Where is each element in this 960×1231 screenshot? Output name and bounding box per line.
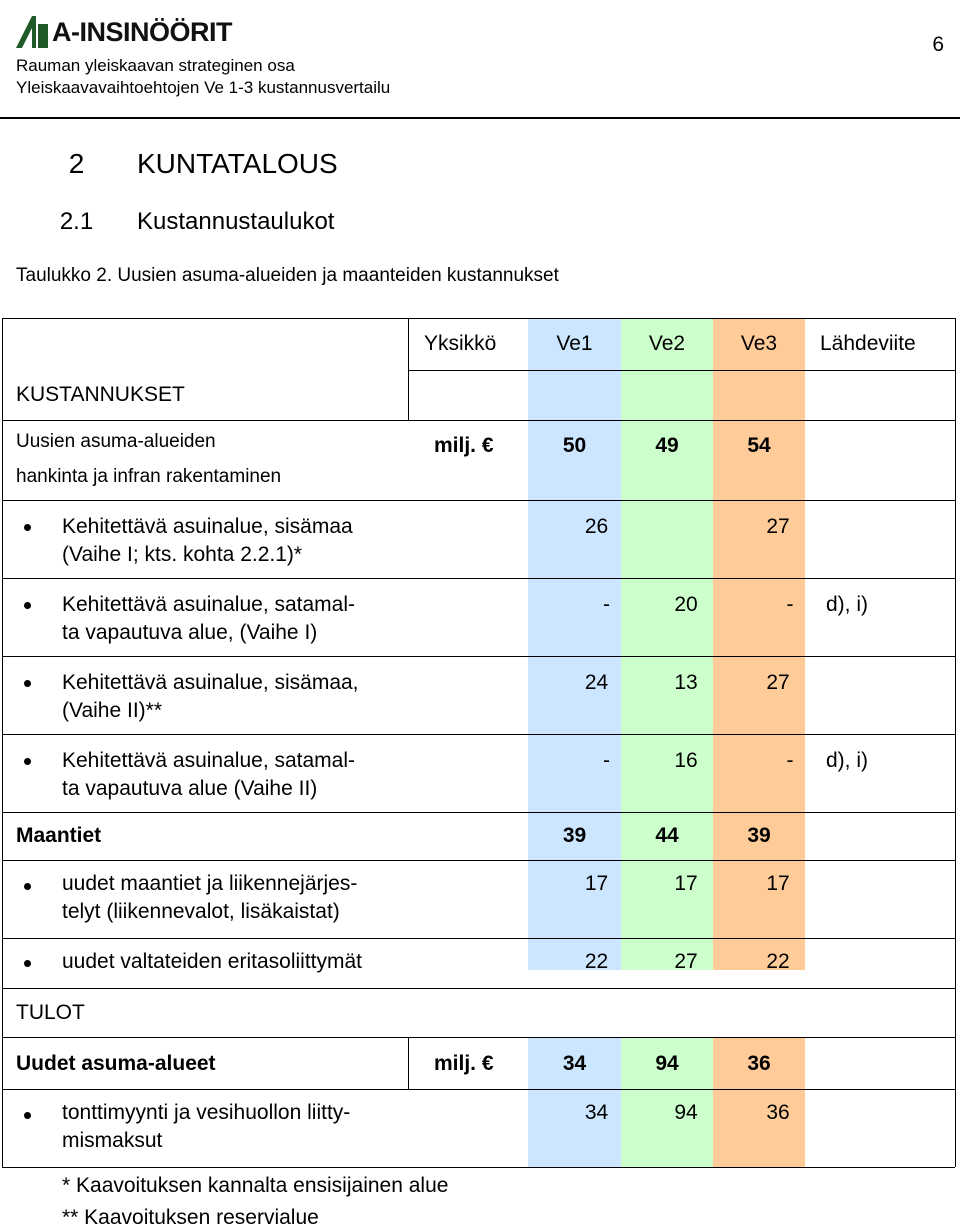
page-number: 6	[932, 33, 944, 56]
row-ve3: 27	[766, 671, 790, 694]
table-line	[2, 938, 955, 939]
header-line-1: Rauman yleiskaavan strateginen osa	[16, 56, 295, 75]
road-row-ve2: 17	[674, 872, 698, 895]
new-areas-ve3: 36	[747, 1052, 771, 1075]
table-line	[2, 500, 955, 501]
table-line	[955, 318, 956, 1167]
income-row-label-line2: mismaksut	[62, 1129, 163, 1152]
road-row-ve3: 17	[766, 872, 790, 895]
new-areas-unit: milj. €	[434, 1052, 494, 1075]
table-line	[2, 988, 955, 989]
row-ve1: -	[603, 749, 610, 772]
bullet-icon	[24, 680, 31, 687]
income-row-ve2: 94	[674, 1101, 698, 1124]
row-ve1: 26	[584, 515, 609, 538]
chapter-number: 2	[68, 148, 85, 179]
income-row-ve1: 34	[584, 1101, 609, 1124]
income-row-label-line1: tonttimyynti ja vesihuollon liitty-	[62, 1101, 351, 1124]
row-ve3: -	[786, 749, 794, 772]
row-label-line2: ta vapautuva alue, (Vaihe I)	[62, 621, 318, 644]
row-label-line1: Kehitettävä asuinalue, sisämaa	[62, 515, 353, 538]
table-line	[2, 1089, 955, 1090]
logo-mark-icon	[14, 14, 50, 50]
table-line	[2, 1037, 955, 1038]
logo-text: A-INSINÖÖRIT	[52, 16, 232, 47]
road-row-ve1: 17	[584, 872, 609, 895]
row-label-line1: Kehitettävä asuinalue, satamal-	[62, 593, 356, 616]
table-line	[408, 1037, 409, 1089]
table-line	[2, 812, 955, 813]
income-row-ve3: 36	[766, 1101, 790, 1124]
bullet-icon	[24, 960, 31, 967]
housing-label-line2: hankinta ja infran rakentaminen	[16, 466, 282, 487]
table-line	[2, 860, 955, 861]
table-line	[408, 318, 409, 420]
col-header-ve1: Ve1	[556, 332, 593, 355]
roads-label: Maantiet	[16, 824, 102, 847]
bullet-icon	[24, 883, 31, 890]
section-costs-label: KUSTANNUKSET	[16, 383, 185, 406]
row-ve2: 16	[674, 749, 698, 772]
road-row-label-line1: uudet valtateiden eritasoliittymät	[62, 950, 362, 973]
table-line	[2, 578, 955, 579]
col-header-unit: Yksikkö	[424, 332, 497, 355]
row-ve1: -	[603, 593, 610, 616]
housing-label-line1: Uusien asuma-alueiden	[16, 431, 216, 452]
new-areas-ve1: 34	[562, 1052, 587, 1075]
footnote-primary: * Kaavoituksen kannalta ensisijainen alue	[62, 1174, 449, 1197]
table-line	[2, 420, 955, 421]
roads-ve3: 39	[747, 824, 771, 847]
chapter-title: KUNTATALOUS	[137, 148, 338, 179]
row-ref: d), i)	[826, 593, 868, 616]
housing-unit: milj. €	[434, 434, 494, 457]
col-header-ref: Lähdeviite	[820, 332, 916, 355]
bullet-icon	[24, 758, 31, 765]
new-areas-label: Uudet asuma-alueet	[16, 1052, 216, 1075]
row-ref: d), i)	[826, 749, 868, 772]
roads-ve2: 44	[655, 824, 679, 847]
section-heading	[16, 208, 334, 236]
row-ve1: 24	[584, 671, 609, 694]
row-label-line2: (Vaihe II)**	[62, 699, 162, 722]
table-caption: Taulukko 2. Uusien asuma-alueiden ja maanteiden kustannukset	[16, 265, 559, 286]
road-row-label-line1: uudet maantiet ja liikennejärjes-	[62, 872, 358, 895]
row-ve2: 20	[674, 593, 698, 616]
bullet-icon	[24, 524, 31, 531]
company-logo	[14, 14, 232, 50]
row-label-line2: ta vapautuva alue (Vaihe II)	[62, 777, 318, 800]
table-line	[2, 318, 3, 1167]
roads-ve1: 39	[562, 824, 587, 847]
table-line	[2, 1167, 955, 1168]
road-row-label-line2: telyt (liikennevalot, lisäkaistat)	[62, 900, 340, 923]
chapter-heading	[16, 148, 338, 180]
road-row-ve1: 22	[584, 950, 609, 973]
row-label-line2: (Vaihe I; kts. kohta 2.2.1)*	[62, 543, 303, 566]
header-divider	[0, 117, 960, 119]
section-number: 2.1	[59, 208, 94, 235]
road-row-ve2: 27	[674, 950, 698, 973]
footnote-reserve: ** Kaavoituksen reservialue	[62, 1206, 319, 1229]
housing-ve2: 49	[655, 434, 679, 457]
row-label-line1: Kehitettävä asuinalue, sisämaa,	[62, 671, 359, 694]
section-title: Kustannustaulukot	[137, 208, 335, 235]
table-line	[408, 370, 955, 371]
bullet-icon	[24, 602, 31, 609]
new-areas-ve2: 94	[655, 1052, 679, 1075]
col-header-ve3: Ve3	[740, 332, 778, 355]
road-row-ve3: 22	[766, 950, 790, 973]
housing-ve1: 50	[562, 434, 587, 457]
col-header-ve2: Ve2	[648, 332, 686, 355]
bullet-icon	[24, 1112, 31, 1119]
table-line	[2, 318, 955, 319]
table-line	[2, 734, 955, 735]
row-label-line1: Kehitettävä asuinalue, satamal-	[62, 749, 356, 772]
header-line-2: Yleiskaavavaihtoehtojen Ve 1-3 kustannusvertailu	[16, 78, 391, 97]
section-income-label: TULOT	[16, 1001, 85, 1024]
row-ve3: -	[786, 593, 794, 616]
row-ve3: 27	[766, 515, 790, 538]
housing-ve3: 54	[747, 434, 771, 457]
table-line	[2, 656, 955, 657]
row-ve2: 13	[674, 671, 698, 694]
